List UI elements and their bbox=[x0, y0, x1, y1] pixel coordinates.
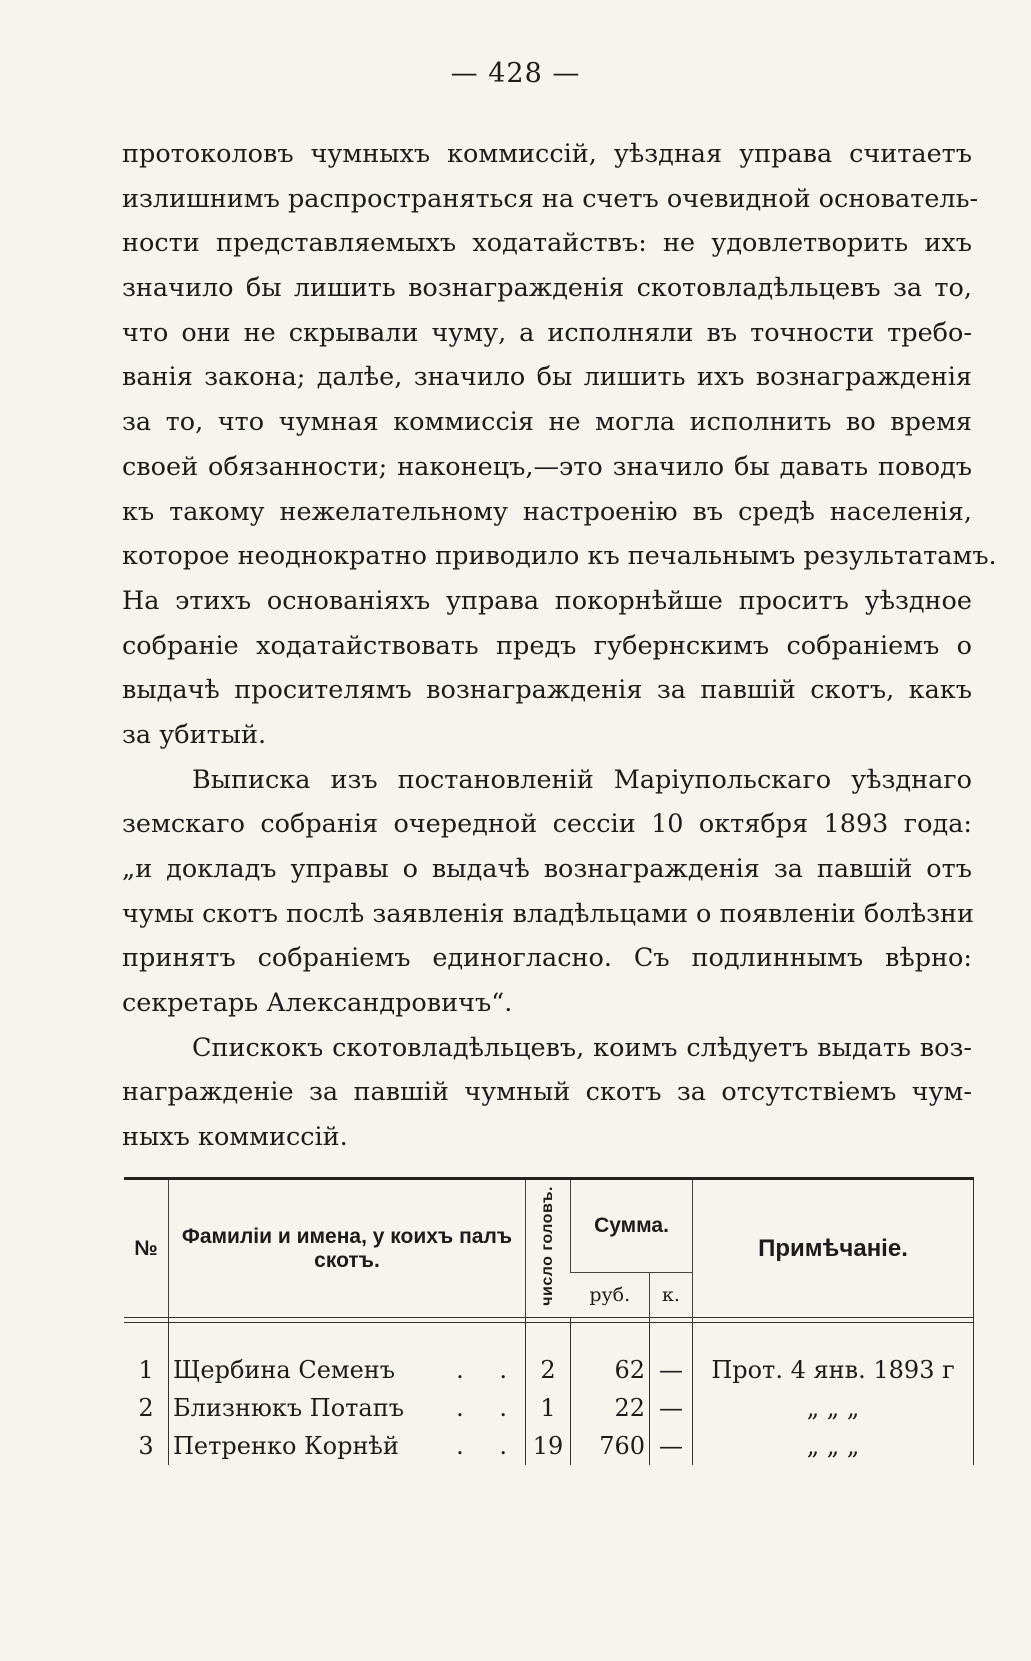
row-number: 2 bbox=[138, 1394, 154, 1422]
row-number: 3 bbox=[138, 1432, 154, 1460]
header-sum: Сумма. bbox=[571, 1180, 693, 1273]
row-heads: 2 bbox=[526, 1323, 571, 1390]
row-heads: 1 bbox=[526, 1389, 571, 1427]
text-line: чумы скотъ послѣ заявленія владѣльцами о появленіи болѣзни bbox=[122, 898, 975, 929]
row-heads: 19 bbox=[526, 1427, 571, 1465]
text-line: „и докладъ управы о выдачѣ вознагражденія за павшій отъ bbox=[122, 854, 972, 884]
row-kopecks: — bbox=[650, 1389, 693, 1427]
row-rubles: 22 bbox=[571, 1389, 650, 1427]
text-line: земскаго собранія очередной сессіи 10 октября 1893 года: bbox=[122, 809, 972, 840]
table-row bbox=[124, 1427, 974, 1465]
text-line: Выписка изъ постановленій Маріупольскаго уѣзднаго bbox=[192, 764, 972, 795]
text-line: ванія закона; далѣе, значило бы лишить ихъ вознагражденія bbox=[122, 362, 972, 393]
row-number: 1 bbox=[138, 1356, 154, 1384]
table-row bbox=[124, 1389, 974, 1427]
header-rubles: руб. bbox=[571, 1273, 650, 1318]
text-line: Спискoкъ скотовладѣльцевъ, коимъ слѣдуетъ выдать воз- bbox=[192, 1032, 972, 1063]
row-rubles: 62 bbox=[571, 1323, 650, 1390]
header-note: Примѣчаніе. bbox=[693, 1180, 974, 1318]
text-line: собраніе ходатайствовать предъ губернскимъ собраніемъ о bbox=[122, 630, 972, 661]
text-line: за убитый. bbox=[122, 719, 267, 750]
table-top-rule bbox=[124, 1177, 974, 1180]
row-note: „ „ „ bbox=[693, 1427, 974, 1465]
text-line: секретарь Александровичъ“. bbox=[122, 988, 513, 1019]
table-row bbox=[124, 1323, 974, 1390]
body-text bbox=[122, 132, 997, 1160]
text-line: что они не скрывали чуму, а исполняли въ точности требо- bbox=[122, 317, 972, 348]
text-line: къ такому нежелательному настроенію въ средѣ населенія, bbox=[122, 496, 972, 527]
row-note: Прот. 4 янв. 1893 г bbox=[693, 1323, 974, 1390]
text-line: принятъ собраніемъ единогласно. Съ подлиннымъ вѣрно: bbox=[122, 943, 972, 974]
header-kopecks: к. bbox=[650, 1273, 693, 1318]
row-name: Близнюкъ Потапъ . . bbox=[169, 1389, 526, 1427]
row-name: Щербина Семенъ . . bbox=[169, 1323, 526, 1390]
text-line: На этихъ основаніяхъ управа покорнѣйше проситъ уѣздное bbox=[122, 585, 972, 616]
text-line: ности представляемыхъ ходатайствъ: не удовлетворить ихъ bbox=[122, 228, 972, 259]
row-kopecks: — bbox=[650, 1427, 693, 1465]
text-line: которое неоднократно приводило къ печальнымъ результатамъ. bbox=[122, 541, 997, 572]
text-line: излишнимъ распространяться на счетъ очевидной основатель- bbox=[122, 183, 979, 214]
header-names: Фамиліи и имена, у коихъ палъ скотъ. bbox=[169, 1180, 526, 1318]
text-line: своей обязанности; наконецъ,—это значило бы давать поводъ bbox=[122, 451, 972, 482]
page-number: — 428 — bbox=[450, 58, 581, 89]
text-line: протоколовъ чумныхъ коммиссій, уѣздная управа считаетъ bbox=[122, 139, 972, 169]
text-line: награжденіе за павшій чумный скотъ за отсутствіемъ чум- bbox=[122, 1077, 972, 1108]
text-line: за то, что чумная коммиссія не могла исполнить во время bbox=[122, 407, 972, 438]
row-kopecks: — bbox=[650, 1323, 693, 1390]
text-line: значило бы лишить вознагражденія скотовладѣльцевъ за то, bbox=[122, 273, 972, 304]
header-number: № bbox=[134, 1236, 158, 1260]
table-header-row bbox=[124, 1180, 974, 1273]
row-note: „ „ „ bbox=[693, 1389, 974, 1427]
row-rubles: 760 bbox=[571, 1427, 650, 1465]
text-line: выдачѣ просителямъ вознагражденія за павшій скотъ, какъ bbox=[122, 675, 972, 706]
row-name: Петренко Корнѣй . . bbox=[169, 1427, 526, 1465]
livestock-table bbox=[124, 1180, 974, 1465]
header-head-count: число головъ. bbox=[526, 1180, 571, 1318]
text-line: ныхъ коммиссій. bbox=[122, 1122, 348, 1153]
